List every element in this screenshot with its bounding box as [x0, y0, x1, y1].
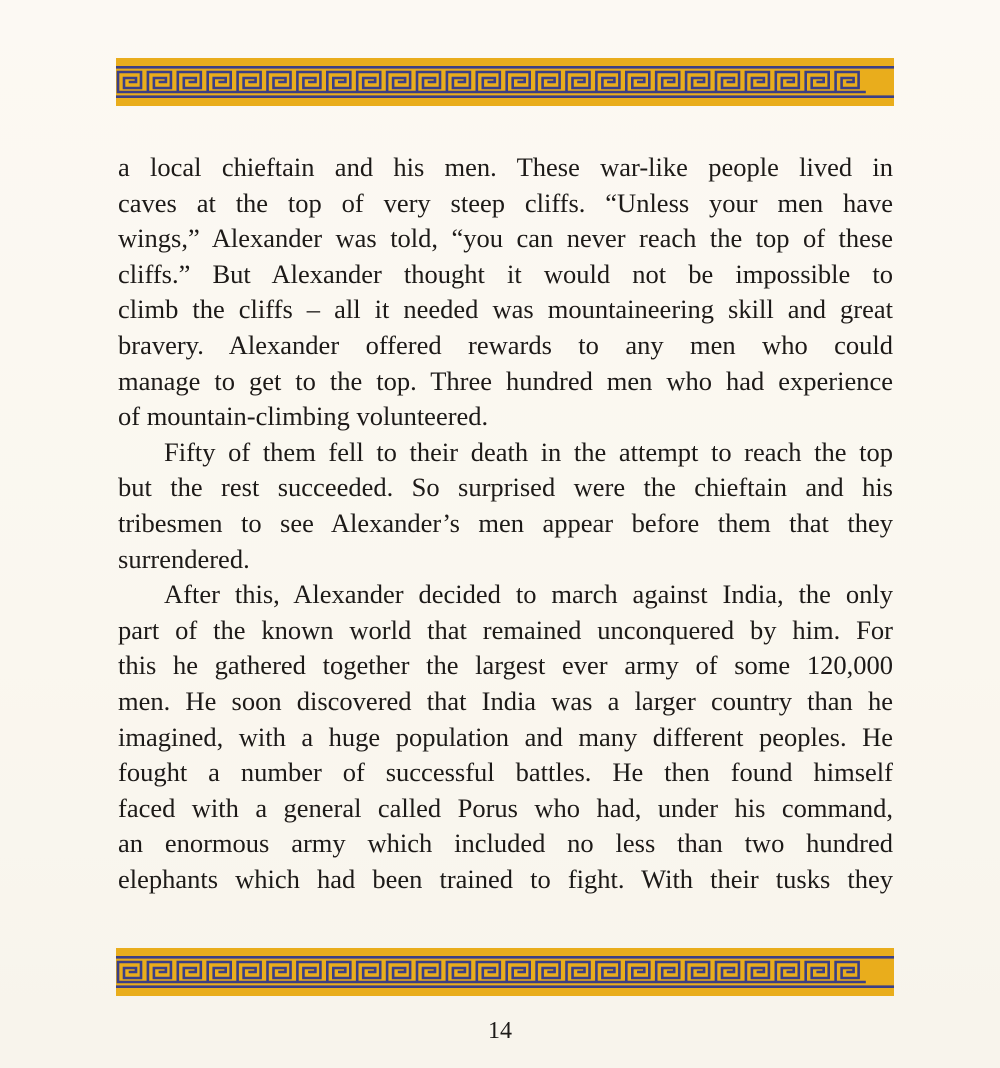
text-line: climb the cliffs – all it needed was mountaineering skill and great	[118, 294, 893, 325]
paragraph-3	[118, 577, 893, 897]
text-line: this he gathered together the largest ever army of some 120,000	[118, 650, 893, 681]
text-line: of mountain-climbing volunteered.	[118, 401, 489, 432]
text-line: bravery. Alexander offered rewards to any men who could	[118, 329, 893, 360]
text-line: manage to get to the top. Three hundred men who had experience	[118, 365, 893, 396]
greek-key-border-icon	[116, 58, 894, 106]
text-line: surrendered.	[118, 543, 250, 574]
text-line: imagined, with a huge population and many different peoples. He	[118, 721, 893, 752]
bottom-greek-key-border	[116, 948, 894, 996]
text-line: an enormous army which included no less than two hundred	[118, 828, 893, 859]
text-line: After this, Alexander decided to march against India, the only	[164, 579, 893, 610]
text-line: a local chieftain and his men. These war-like people lived in	[118, 152, 893, 182]
text-line: part of the known world that remained unconquered by him. For	[118, 614, 893, 645]
text-line: faced with a general called Porus who had, under his command,	[118, 792, 893, 823]
text-line: tribesmen to see Alexander’s men appear before them that they	[118, 507, 893, 538]
text-line: caves at the top of very steep cliffs. “Unless your men have	[118, 187, 893, 218]
greek-key-border-icon	[116, 948, 894, 996]
text-line: fought a number of successful battles. He then found himself	[118, 757, 893, 788]
paragraph-1	[118, 150, 893, 435]
paragraph-2	[118, 435, 893, 577]
text-line: Fifty of them fell to their death in the attempt to reach the top	[164, 436, 893, 467]
top-greek-key-border	[116, 58, 894, 106]
text-line: cliffs.” But Alexander thought it would not be impossible to	[118, 258, 893, 289]
text-line: elephants which had been trained to fight. With their tusks they	[118, 863, 893, 894]
text-line: wings,” Alexander was told, “you can never reach the top of these	[118, 223, 893, 254]
text-line: but the rest succeeded. So surprised were the chieftain and his	[118, 472, 893, 503]
body-text	[118, 150, 893, 897]
text-line: men. He soon discovered that India was a larger country than he	[118, 685, 893, 716]
page-number: 14	[488, 1018, 512, 1044]
